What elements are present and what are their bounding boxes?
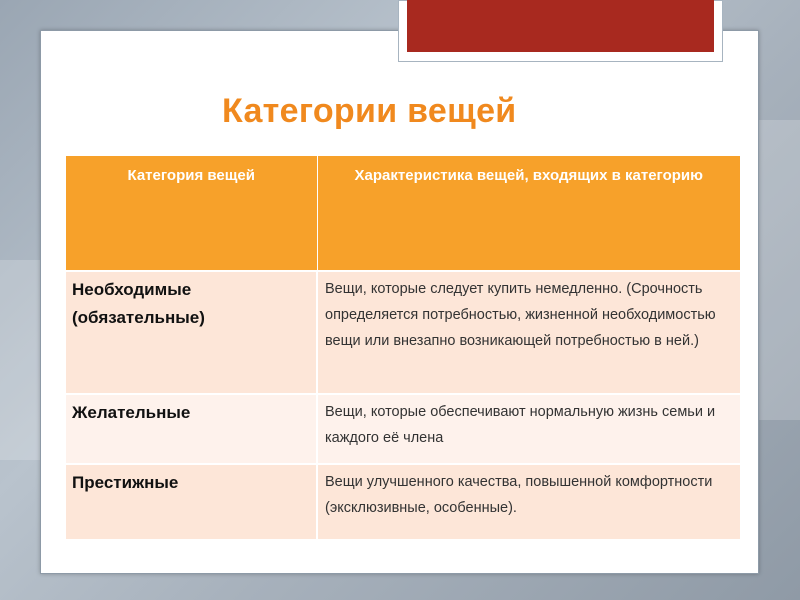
description-cell: Вещи улучшенного качества, повышенной комфортности (эксклюзивные, особенные). (317, 464, 740, 539)
categories-table (66, 156, 740, 539)
header-category: Категория вещей (66, 156, 317, 271)
header-characteristics: Характеристика вещей, входящих в категорию (317, 156, 740, 271)
red-banner (407, 0, 714, 52)
slide-title: Категории вещей (222, 92, 517, 130)
table-row (66, 464, 740, 539)
category-cell: Необходимые (обязательные) (66, 271, 317, 394)
table-header-row (66, 156, 740, 271)
category-cell: Желательные (66, 394, 317, 464)
table-row (66, 394, 740, 464)
table-row (66, 271, 740, 394)
background-stripe (757, 120, 800, 420)
background-stripe (0, 260, 40, 460)
description-cell: Вещи, которые обеспечивают нормальную жизнь семьи и каждого её члена (317, 394, 740, 464)
description-cell: Вещи, которые следует купить немедленно. (Срочность определяется потребностью, жизненной необходимостью вещи или внезапно возникающей потребностью в ней.) (317, 271, 740, 394)
category-cell: Престижные (66, 464, 317, 539)
